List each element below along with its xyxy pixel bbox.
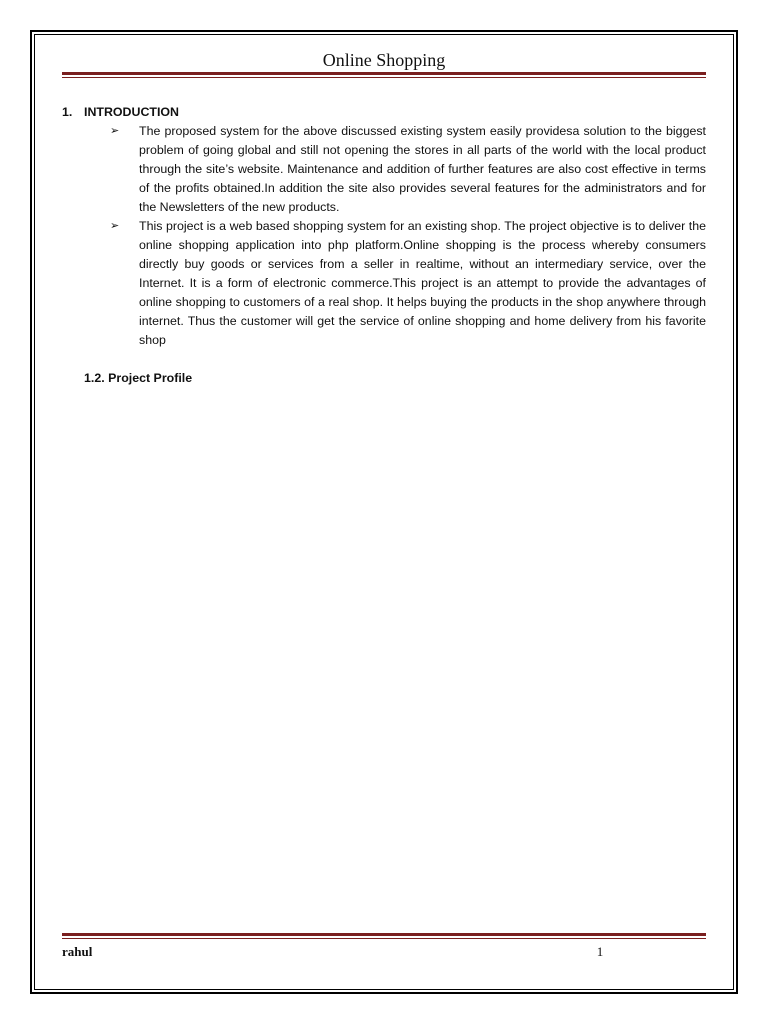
section-heading bbox=[62, 103, 706, 122]
footer-author: rahul bbox=[62, 944, 93, 959]
page-header-title: Online Shopping bbox=[322, 50, 446, 70]
list-item bbox=[62, 217, 706, 350]
header-rule-thick bbox=[62, 72, 706, 75]
list-item bbox=[62, 122, 706, 217]
footer-rule-thick bbox=[62, 933, 706, 936]
arrow-bullet-icon: ➢ bbox=[110, 220, 120, 232]
document-body bbox=[62, 103, 706, 388]
header-rule-thin bbox=[62, 77, 706, 78]
bullet-list bbox=[62, 122, 706, 350]
footer-rule-thin bbox=[62, 938, 706, 939]
subsection-heading: 1.2. Project Profile bbox=[84, 371, 193, 385]
paragraph-text: The proposed system for the above discussed existing system easily providesa solution to the biggest problem of going global and still not opening the stores in all parts of the world with the local product through the site’s website. Maintenance and addition of further features are also cost effective in terms of the profits obtained.In addition the site also provides several features for the administrators and for the Newsletters of the new products. bbox=[139, 124, 706, 214]
page-number: 1 bbox=[596, 944, 604, 959]
paragraph-text: This project is a web based shopping system for an existing shop. The project objective is to deliver the online shopping application into php platform.Online shopping is the process whereby consumers directly buy goods or services from a seller in realtime, without an intermediary service, over the Internet. It is a form of electronic commerce.This project is an attempt to provide the advantages of online shopping to customers of a real shop. It helps buying the products in the shop anywhere through internet. Thus the customer will get the service of online shopping and home delivery from his favorite shop bbox=[139, 219, 706, 347]
section-title: INTRODUCTION bbox=[84, 105, 179, 119]
section-number: 1. bbox=[62, 105, 73, 119]
arrow-bullet-icon: ➢ bbox=[110, 125, 120, 137]
